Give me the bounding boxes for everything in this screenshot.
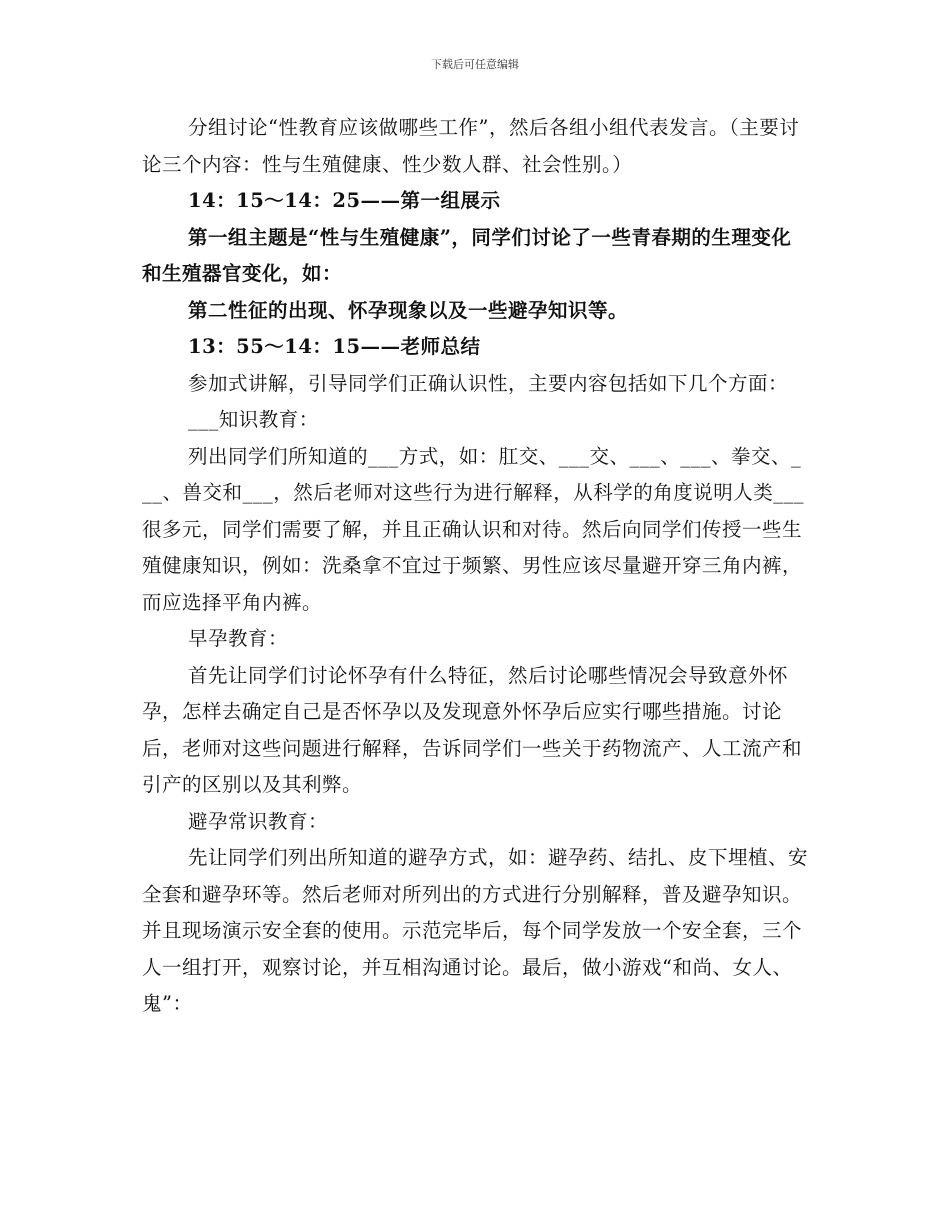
paragraph-group-one-examples: 第二性征的出现、怀孕现象以及一些避孕知识等。 (188, 298, 629, 322)
paragraph-contraception-education: 先让同学们列出所知道的避孕方式，如：避孕药、结扎、皮下埋植、安全套和避孕环等。然后老师对所列出的方式进行分别解释，普及避孕知识。并且现场演示安全套的使用。示范完毕后，每个同学发放一个安全套，三个人一组打开，观察讨论，并互相沟通讨论。最后，做小游戏“和尚、女人、鬼”： (142, 846, 809, 1015)
paragraph-schedule-teacher-summary: 13：55～14：15——老师总结 (188, 335, 481, 358)
heading-early-pregnancy-education: 早孕教育： (188, 627, 289, 650)
heading-knowledge-education: ___知识教育： (188, 408, 319, 431)
paragraph-group-discussion: 分组讨论“性教育应该做哪些工作”，然后各组小组代表发言。（主要讨论三个内容：性与生殖健康、性少数人群、社会性别。） (142, 116, 800, 176)
heading-contraception-education: 避孕常识教育： (188, 809, 329, 833)
paragraph-knowledge-education: 列出同学们所知道的___方式，如：肛交、___交、___、___、拳交、___、兽交和___，然后老师对这些行为进行解释，从科学的角度说明人类___很多元，同学们需要了解，并且正确认识和对待。然后向同学们传授一些生殖健康知识，例如：洗桑拿不宜过于频繁、男性应该尽量避开穿三角内裤，而应选择平角内裤。 (142, 444, 805, 614)
paragraph-group-one-theme: 第一组主题是“性与生殖健康”，同学们讨论了一些青春期的生理变化和生殖器官变化，如： (142, 225, 792, 285)
paragraph-participatory-lecture: 参加式讲解，引导同学们正确认识性，主要内容包括如下几个方面： (188, 371, 789, 395)
paragraph-early-pregnancy-education: 首先让同学们讨论怀孕有什么特征，然后讨论哪些情况会导致意外怀孕，怎样去确定自己是否怀孕以及发现意外怀孕后应实行哪些措施。讨论后，老师对这些问题进行解释，告诉同学们一些关于药物流产、人工流产和引产的区别以及其利弊。 (142, 663, 803, 796)
document-body (142, 110, 810, 1023)
paragraph-schedule-group-one: 14：15～14：25——第一组展示 (188, 189, 501, 212)
page-header-note: 下载后可任意编辑 (431, 58, 519, 71)
